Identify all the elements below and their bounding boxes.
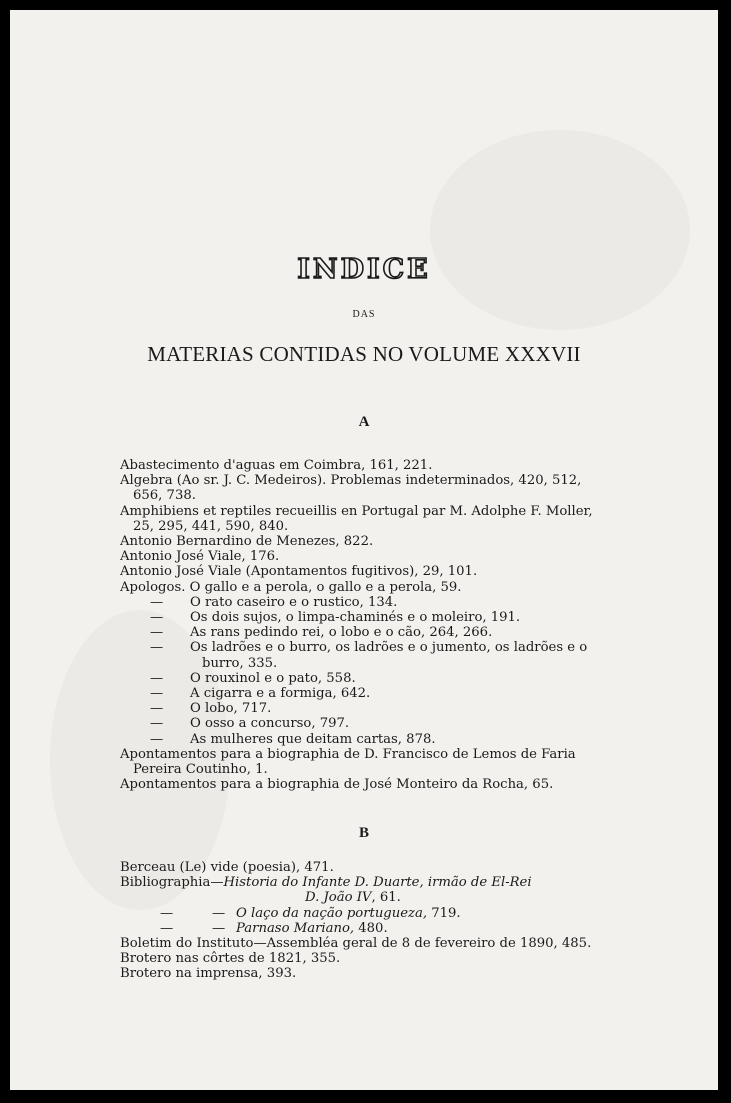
section-letter-a: A [358, 414, 370, 430]
sub-entry-text: O lobo, 717. [190, 701, 272, 717]
index-sub-entry [120, 732, 610, 747]
sub-entry-text: A cigarra e a formiga, 642. [190, 686, 371, 702]
index-entry: Abastecimento d'aguas em Coimbra, 161, 221. [120, 458, 433, 473]
index-entry: Boletim do Instituto—Assembléa geral de 8 de fevereiro de 1890, 485. [120, 936, 592, 952]
ditto-dash: — [212, 920, 226, 936]
section-a-entries [120, 458, 610, 792]
index-entry: Berceau (Le) vide (poesia), 471. [120, 860, 334, 875]
section-b-entries [120, 860, 610, 982]
bib-title-cont: D. João IV [305, 890, 372, 906]
ditto-dash: — [212, 905, 226, 921]
sub-entry-page: 719. [427, 905, 461, 921]
ditto-dash: — [150, 731, 164, 747]
sub-entry-text: As mulheres que deitam cartas, 878. [190, 731, 436, 747]
index-sub-entry [120, 686, 610, 701]
paper-stain [430, 130, 690, 330]
index-entry: Brotero nas côrtes de 1821, 355. [120, 951, 341, 967]
index-entry: Antonio José Viale, 176. [120, 549, 280, 565]
index-sub-entry [120, 671, 610, 686]
index-entry: Apologos. O gallo e a perola, o gallo e a perola, 59. [120, 579, 462, 595]
index-title: INDICE [297, 254, 431, 285]
ditto-dash: — [160, 905, 174, 921]
ditto-dash: — [150, 610, 164, 626]
bib-page: , 61. [371, 890, 401, 906]
sub-entry-text: Os ladrões e o burro, os ladrões e o jumento, os ladrões e o burro, 335. [190, 640, 588, 671]
bib-title-continuation [120, 890, 610, 905]
document-page [10, 10, 718, 1090]
ditto-dash: — [150, 716, 164, 732]
index-entry-bibliographia [120, 875, 610, 890]
sub-entry-text: O rato caseiro e o rustico, 134. [190, 594, 398, 610]
index-sub-entry [120, 625, 610, 640]
bib-title: Historia do Infante D. Duarte, irmão de El-Rei [223, 875, 532, 891]
sub-entry-text: As rans pedindo rei, o lobo e o cão, 264, 266. [190, 625, 493, 641]
sub-entry-text: O osso a concurso, 797. [190, 716, 350, 732]
index-sub-entry [120, 610, 610, 625]
ditto-dash: — [150, 594, 164, 610]
index-entry: Algebra (Ao sr. J. C. Medeiros). Problemas indeterminados, 420, 512, 656, 738. [120, 473, 582, 504]
index-sub-entry [120, 906, 610, 921]
ditto-dash: — [150, 640, 164, 656]
index-sub-entry [120, 716, 610, 731]
index-entry: Apontamentos para a biographia de José Monteiro da Rocha, 65. [120, 777, 554, 793]
ditto-dash: — [150, 625, 164, 641]
ditto-dash: — [150, 670, 164, 686]
index-entry: Apontamentos para a biographia de D. Francisco de Lemos de Faria Pereira Coutinho, 1. [120, 746, 576, 778]
bib-label: Bibliographia— [120, 875, 224, 891]
sub-entry-title: O laço da nação portugueza, [236, 905, 428, 921]
index-sub-entry [120, 921, 610, 936]
sub-entry-text: Os dois sujos, o limpa-chaminés e o moleiro, 191. [190, 610, 521, 626]
sub-entry-page: 480. [354, 920, 388, 936]
ditto-dash: — [150, 701, 164, 717]
sub-entry-text: O rouxinol e o pato, 558. [190, 670, 356, 686]
index-entry: Antonio Bernardino de Menezes, 822. [120, 534, 374, 550]
index-entry: Amphibiens et reptiles recueillis en Portugal par M. Adolphe F. Moller, 25, 295, 441, 590, 840. [120, 503, 593, 534]
section-letter-b: B [358, 825, 369, 841]
ditto-dash: — [160, 920, 174, 936]
index-entry: Antonio José Viale (Apontamentos fugitivos), 29, 101. [120, 564, 478, 580]
index-subtitle: MATERIAS CONTIDAS NO VOLUME XXXVII [147, 342, 581, 366]
ditto-dash: — [150, 686, 164, 702]
index-das: DAS [352, 309, 376, 320]
index-sub-entry [120, 701, 610, 716]
sub-entry-title: Parnaso Mariano, [236, 920, 355, 936]
index-sub-entry [120, 640, 610, 670]
index-sub-entry [120, 595, 610, 610]
index-entry: Brotero na imprensa, 393. [120, 966, 297, 982]
